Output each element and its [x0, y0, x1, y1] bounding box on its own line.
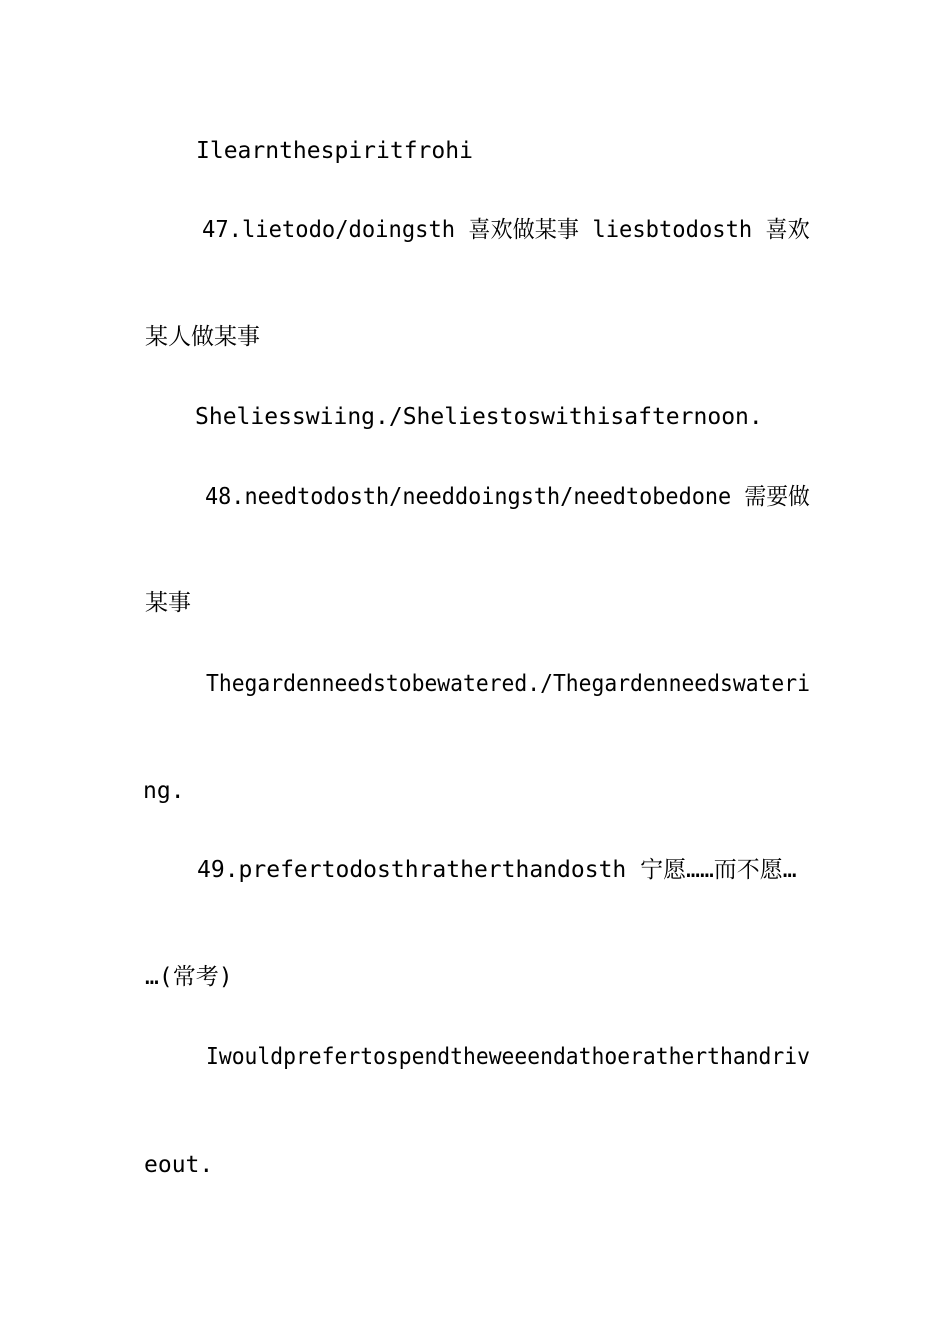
- text-line: Thegardenneedstobewatered./Thegardenneedswateri: [206, 671, 810, 697]
- text-line: 49.prefertodosthratherthandosth 宁愿……而不愿…: [197, 857, 797, 883]
- text-line: 某事: [145, 590, 191, 616]
- text-line: Sheliesswiing./Sheliestoswithisafternoon.: [195, 404, 763, 430]
- text-line: …(常考): [145, 964, 233, 990]
- text-line: Ilearnthespiritfrohi: [196, 138, 473, 164]
- text-line: Iwouldprefertospendtheweeendathoeratherthandriv: [206, 1044, 810, 1070]
- text-line: eout.: [144, 1152, 214, 1178]
- text-line: 47.lietodo/doingsth 喜欢做某事 liesbtodosth 喜欢: [202, 217, 810, 243]
- text-line: 某人做某事: [145, 324, 260, 350]
- text-line: 48.needtodosth/needdoingsth/needtobedone 需要做: [205, 484, 810, 510]
- text-line: ng.: [143, 778, 185, 804]
